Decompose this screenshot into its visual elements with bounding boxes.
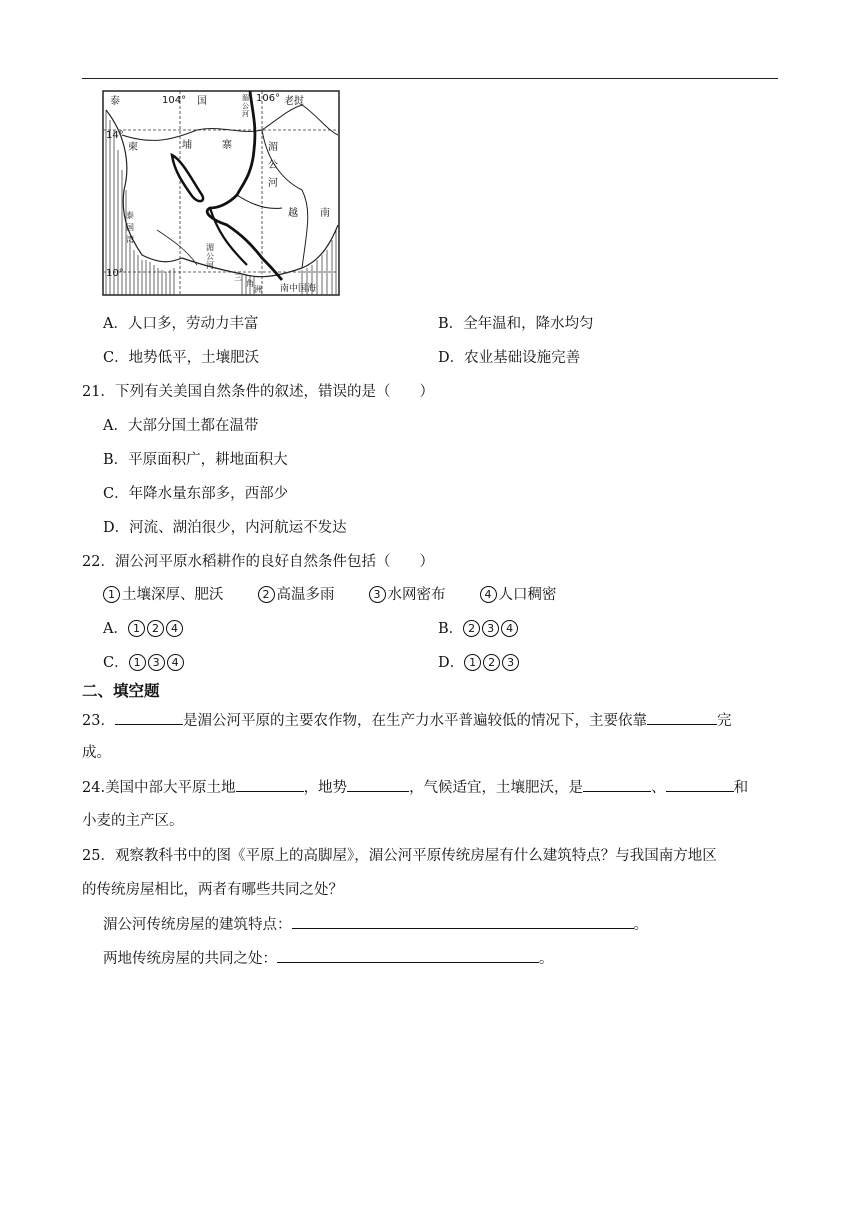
- q21-option-c[interactable]: C．年降水量东部多，西部少: [103, 486, 289, 502]
- q20-option-d[interactable]: D．农业基础设施完善: [438, 350, 581, 366]
- q21-stem: 21．下列有关美国自然条件的叙述，错误的是（ ）: [82, 384, 434, 400]
- map-label: 越: [288, 208, 298, 219]
- map-label: 国: [126, 223, 134, 232]
- map-label: 河: [206, 261, 214, 270]
- q22-stem: 22．湄公河平原水稻耕作的良好自然条件包括（ ）: [82, 554, 434, 570]
- q24-line2: 小麦的主产区。: [82, 813, 184, 829]
- map-label: 埔: [182, 140, 192, 151]
- circled-number: 2: [147, 620, 164, 637]
- q25-line1: 25．观察教科书中的图《平原上的高脚屋》，湄公河平原传统房屋有什么建筑特点？与我国南方地区: [82, 848, 717, 864]
- q20-option-b[interactable]: B．全年温和，降水均匀: [438, 316, 594, 332]
- q22-option-a[interactable]: A． 1 2 4: [103, 619, 185, 639]
- circled-number: 1: [128, 620, 145, 637]
- circled-number: 1: [129, 654, 146, 671]
- q21-option-d[interactable]: D．河流、湖泊很少，内河航运不发达: [103, 520, 347, 536]
- q24-line1: 24.美国中部大平原土地 ，地势 ，气候适宜，土壤肥沃，是 、 和: [82, 777, 748, 798]
- map-label: 10°: [106, 268, 124, 279]
- map-label: 泰: [110, 96, 120, 107]
- q21-option-b[interactable]: B．平原面积广，耕地面积大: [103, 452, 288, 468]
- map-label: 柬: [128, 142, 138, 153]
- q23-line2: 成。: [82, 745, 111, 761]
- q20-option-c[interactable]: C．地势低平，土壤肥沃: [103, 350, 260, 366]
- q22-option-b[interactable]: B． 2 3 4: [438, 619, 520, 639]
- map-label: 三: [234, 273, 242, 282]
- map-label: 公: [268, 160, 278, 171]
- map-label: 洲: [254, 285, 262, 294]
- q22-items: [103, 585, 557, 605]
- map-label: 14°: [106, 130, 124, 141]
- map-label: 湄: [242, 94, 249, 102]
- map-label: 泰: [126, 211, 134, 220]
- circled-number: 4: [167, 654, 184, 671]
- map-label: 南: [320, 208, 330, 219]
- circled-number: 1: [103, 586, 120, 603]
- answer-blank[interactable]: [115, 710, 183, 725]
- q20-option-a[interactable]: A．人口多，劳动力丰富: [103, 316, 259, 332]
- map-label: 角: [246, 279, 254, 288]
- answer-blank[interactable]: [347, 777, 409, 792]
- q22-item: 2 高温多雨: [258, 587, 335, 603]
- map-label: 河: [268, 178, 278, 189]
- answer-blank[interactable]: [666, 777, 734, 792]
- answer-blank[interactable]: [583, 777, 651, 792]
- circled-number: 3: [369, 586, 386, 603]
- circled-number: 4: [480, 586, 497, 603]
- q23-line1: 23． 是湄公河平原的主要农作物，在生产力水平普遍较低的情况下，主要依靠 完: [82, 710, 731, 731]
- circled-number: 3: [148, 654, 165, 671]
- map-label: 公: [206, 252, 214, 261]
- q25-sub1: 湄公河传统房屋的建筑特点： 。: [103, 914, 648, 935]
- circled-number: 2: [463, 620, 480, 637]
- q22-item: 1 土壤深厚、肥沃: [103, 587, 224, 603]
- answer-blank[interactable]: [277, 948, 539, 963]
- q25-sub2: 两地传统房屋的共同之处： 。: [103, 948, 554, 969]
- map-label: 104°: [162, 95, 187, 106]
- circled-number: 4: [501, 620, 518, 637]
- circled-number: 3: [502, 654, 519, 671]
- map-label: 106°: [256, 93, 281, 104]
- map-label: 湄: [206, 243, 214, 252]
- q22-option-c[interactable]: C． 1 3 4: [103, 653, 186, 673]
- q22-item: 4 人口稠密: [480, 587, 557, 603]
- q22-option-d[interactable]: D． 1 2 3: [438, 653, 521, 673]
- circled-number: 3: [482, 620, 499, 637]
- circled-number: 2: [258, 586, 275, 603]
- answer-blank[interactable]: [292, 914, 634, 929]
- q22-item: 3 水网密布: [369, 587, 446, 603]
- map-label: 河: [242, 110, 249, 118]
- section-heading: 二、填空题: [82, 682, 160, 700]
- map-label: 湾: [126, 235, 134, 244]
- answer-blank[interactable]: [647, 710, 717, 725]
- q25-line2: 的传统房屋相比，两者有哪些共同之处？: [82, 882, 343, 898]
- map-label: 国: [197, 96, 207, 107]
- map-label: 南中国海: [280, 284, 317, 294]
- header-rule: [82, 78, 778, 79]
- circled-number: 4: [166, 620, 183, 637]
- q21-option-a[interactable]: A．大部分国土都在温带: [103, 418, 259, 434]
- circled-number: 1: [464, 654, 481, 671]
- answer-blank[interactable]: [236, 777, 304, 792]
- circled-number: 2: [483, 654, 500, 671]
- map-label: 老挝: [284, 96, 304, 107]
- map-label: 寨: [222, 140, 232, 151]
- map-label: 公: [242, 102, 249, 110]
- mekong-map: [102, 90, 340, 296]
- map-label: 湄: [268, 142, 278, 153]
